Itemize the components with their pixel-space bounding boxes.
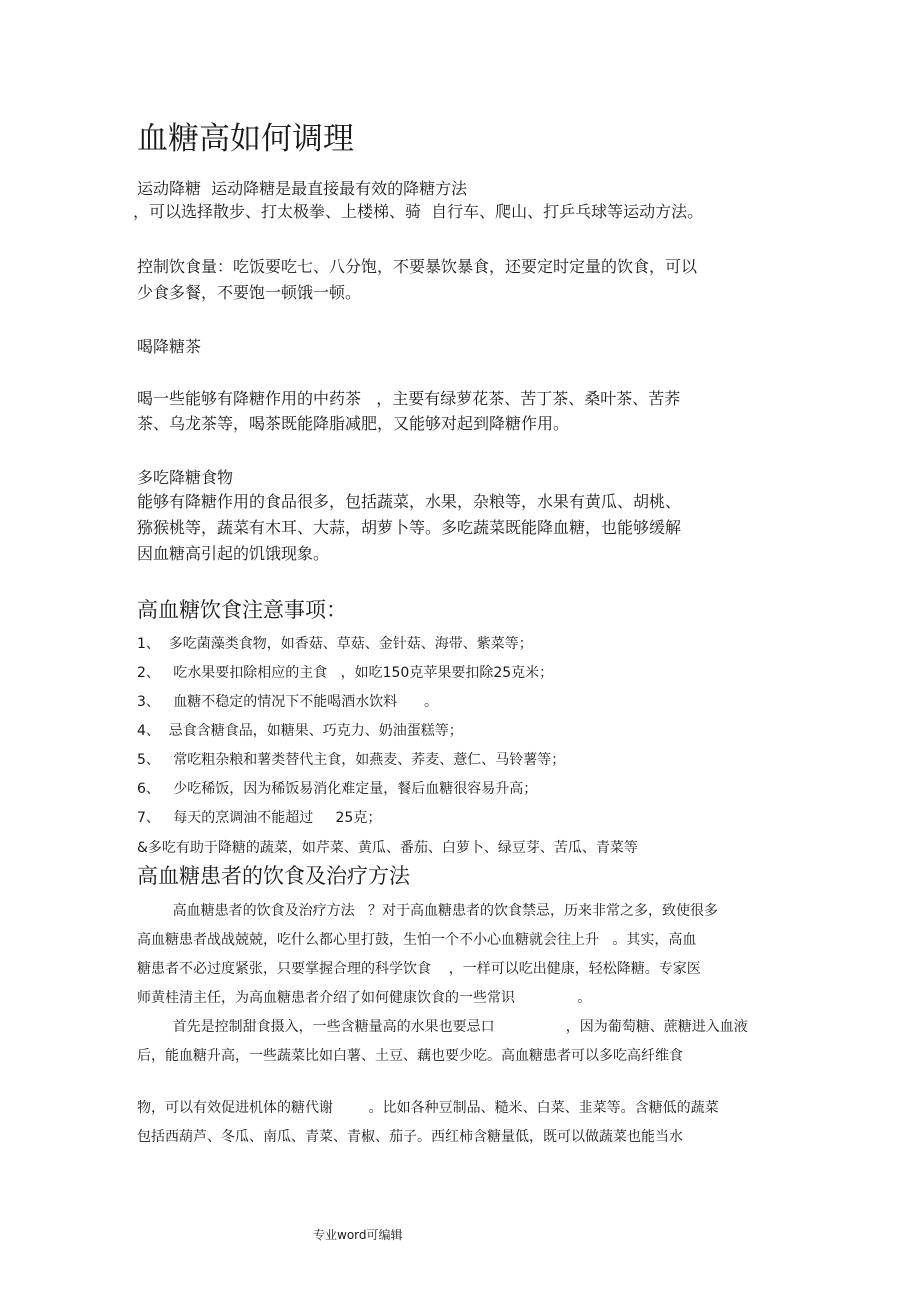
list-item: 7、 每天的烹调油不能超过 25克；	[137, 810, 382, 826]
page-title: 血糖高如何调理	[137, 121, 354, 157]
list-item: 5、 常吃粗杂粮和薯类替代主食，如燕麦、荞麦、薏仁、马铃薯等；	[137, 752, 566, 768]
list-item: 6、 少吃稀饭，因为稀饭易消化难定量，餐后血糖很容易升高；	[137, 781, 538, 797]
list-item: 4、 忌食含糖食品，如糖果、巧克力、奶油蛋糕等；	[137, 723, 463, 739]
diet-line: 首先是控制甜食摄入，一些含糖量高的水果也要忌口 ，因为葡萄糖、蔗糖进入血液	[137, 1019, 748, 1035]
tea-line-2: 茶、乌龙茶等，喝茶既能降脂减肥，又能够对起到降糖作用。	[137, 414, 570, 433]
food-line-3: 因血糖高引起的饥饿现象。	[137, 544, 330, 563]
diet-line: 包括西葫芦、冬瓜、南瓜、青菜、青椒、茄子。西红柿含糖量低，既可以做蔬菜也能当水	[137, 1129, 683, 1145]
list-item: 1、 多吃菌藻类食物，如香菇、草菇、金针菇、海带、紫菜等；	[137, 636, 533, 652]
diet-control-line-1: 控制饮食量：吃饭要吃七、八分饱，不要暴饮暴食，还要定时定量的饮食，可以	[137, 257, 698, 276]
diet-line: 后，能血糖升高，一些蔬菜比如白薯、土豆、藕也要少吃。高血糖患者可以多吃高纤维食	[137, 1048, 683, 1064]
diet-heading: 高血糖患者的饮食及治疗方法	[137, 864, 410, 888]
food-line-1: 能够有降糖作用的食品很多，包括蔬菜，水果，杂粮等，水果有黄瓜、胡桃、	[137, 492, 682, 511]
exercise-line-2: ，可以选择散步、打太极拳、上楼梯、骑 自行车、爬山、打乒乓球等运动方法。	[133, 202, 704, 221]
diet-line: 物，可以有效促进机体的糖代谢 。比如各种豆制品、糙米、白菜、韭菜等。含糖低的蔬菜	[137, 1100, 719, 1116]
diet-line: 高血糖患者的饮食及治疗方法 ？对于高血糖患者的饮食禁忌，历来非常之多，致使很多	[137, 903, 718, 919]
diet-line: 师黄桂清主任，为高血糖患者介绍了如何健康饮食的一些常识 。	[137, 990, 592, 1006]
notes-heading: 高血糖饮食注意事项：	[137, 598, 347, 622]
diet-control-line-2: 少食多餐，不要饱一顿饿一顿。	[137, 283, 362, 302]
food-line-2: 猕猴桃等，蔬菜有木耳、大蒜，胡萝卜等。多吃蔬菜既能降血糖，也能够缓解	[137, 518, 682, 537]
list-item: 2、 吃水果要扣除相应的主食 ，如吃150克苹果要扣除25克米；	[137, 665, 554, 681]
page-footer: 专业word可编辑	[313, 1228, 403, 1242]
tea-heading: 喝降糖茶	[137, 337, 202, 356]
list-item: 3、 血糖不稳定的情况下不能喝酒水饮料 。	[137, 694, 438, 710]
list-item: &多吃有助于降糖的蔬菜，如芹菜、黄瓜、番茄、白萝卜、绿豆芽、苦瓜、青菜等	[137, 840, 638, 856]
tea-line-1: 喝一些能够有降糖作用的中药茶 ，主要有绿萝花茶、苦丁茶、桑叶茶、苦荞	[137, 389, 681, 408]
diet-line: 糖患者不必过度紧张，只要掌握合理的科学饮食 ，一样可以吃出健康，轻松降糖。专家医	[137, 961, 701, 977]
exercise-line-1: 运动降糖 运动降糖是最直接最有效的降糖方法	[137, 179, 468, 198]
food-heading: 多吃降糖食物	[137, 468, 234, 487]
diet-line: 高血糖患者战战兢兢，吃什么都心里打鼓，生怕一个不小心血糖就会往上升 。其实，高血	[137, 932, 697, 948]
